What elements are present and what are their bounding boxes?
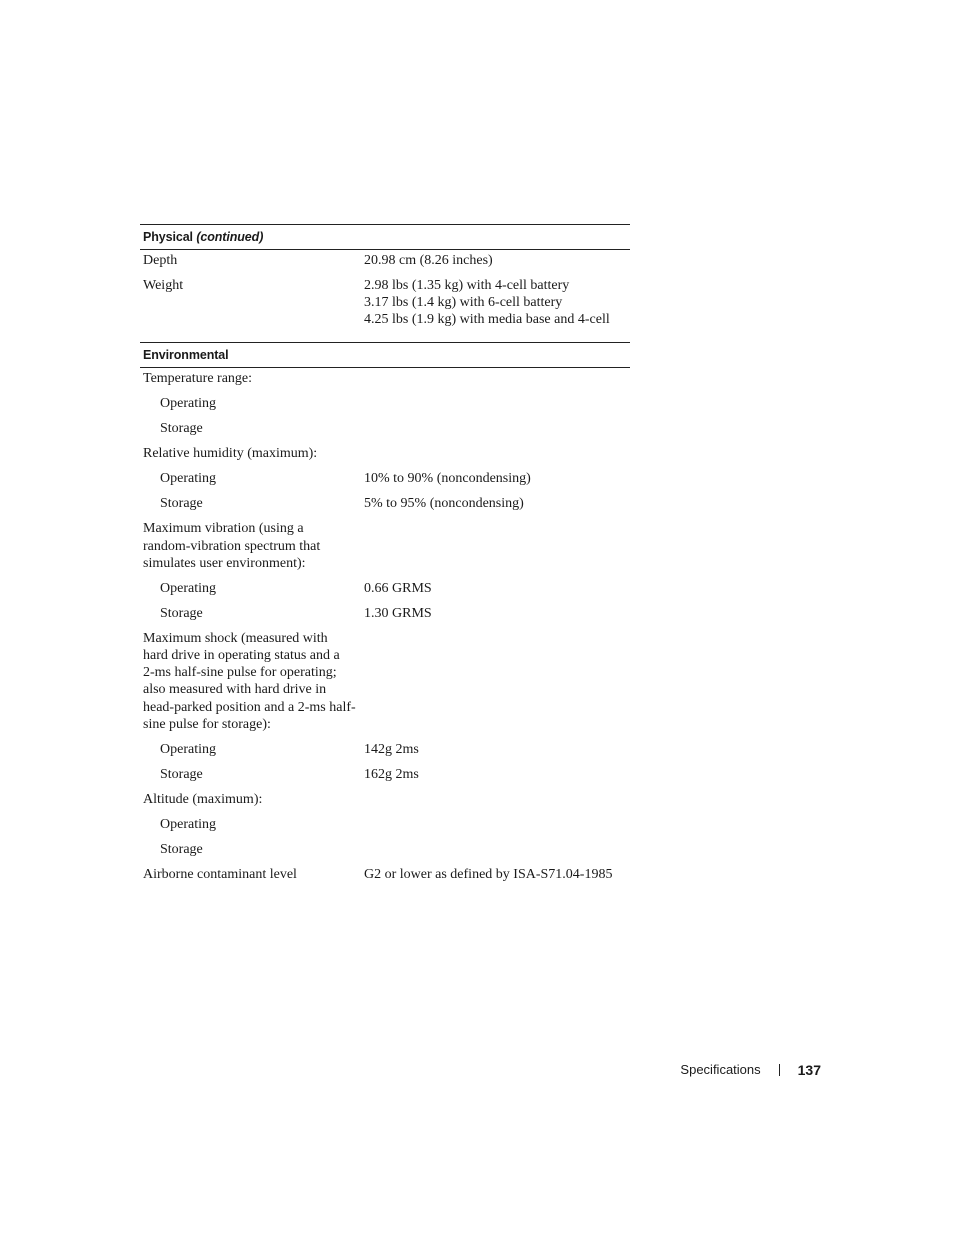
- spec-value-line: 5% to 95% (noncondensing): [364, 496, 524, 512]
- spec-row: [140, 580, 630, 597]
- spec-label-line: head-parked position and a 2-ms half-: [143, 699, 356, 715]
- spec-table: [140, 224, 630, 891]
- spec-label: [140, 630, 364, 733]
- spec-row: [140, 395, 630, 412]
- spec-value-line: G2 or lower as defined by ISA-S71.04-1985: [364, 866, 613, 882]
- spec-value: [364, 580, 630, 597]
- spec-row: [140, 252, 630, 269]
- spec-label-line: Maximum vibration (using a: [143, 521, 304, 537]
- spec-value: [364, 445, 630, 462]
- spec-value: [364, 495, 630, 512]
- spec-label: Storage: [160, 605, 203, 621]
- spec-value-line: 1.30 GRMS: [364, 605, 432, 621]
- environmental-header: [140, 342, 630, 368]
- spec-value: [364, 816, 630, 833]
- physical-title: Physical: [143, 230, 193, 244]
- spec-row: [140, 520, 630, 572]
- spec-value: [364, 766, 630, 783]
- spec-row: [140, 791, 630, 808]
- spec-label-line: simulates user environment):: [143, 555, 306, 571]
- spec-value-line: 162g 2ms: [364, 766, 419, 782]
- spec-label-line: hard drive in operating status and a: [143, 648, 340, 664]
- spec-label: Storage: [160, 496, 203, 512]
- spec-label-line: 2-ms half-sine pulse for operating;: [143, 665, 337, 681]
- spec-label-line: random-vibration spectrum that: [143, 538, 321, 554]
- spec-label: Altitude (maximum):: [143, 791, 263, 807]
- spec-value-line: 142g 2ms: [364, 741, 419, 757]
- spec-value: [364, 520, 630, 572]
- physical-rows: [140, 250, 630, 342]
- spec-value-line: 10% to 90% (noncondensing): [364, 471, 531, 487]
- spec-value: [364, 277, 630, 329]
- spec-label: Airborne contaminant level: [143, 866, 297, 882]
- spec-value: [364, 370, 630, 387]
- spec-label: Storage: [160, 841, 203, 857]
- spec-label: Temperature range:: [143, 371, 253, 387]
- physical-header: [140, 224, 630, 250]
- spec-row: [140, 630, 630, 733]
- spec-value: [364, 605, 630, 622]
- spec-row: [140, 277, 630, 329]
- spec-label: Operating: [160, 816, 216, 832]
- continued-label: (continued): [196, 230, 264, 244]
- environmental-rows: [140, 368, 630, 883]
- spec-value: [364, 252, 630, 269]
- spec-row: [140, 841, 630, 858]
- spec-row: [140, 495, 630, 512]
- spec-label: Operating: [160, 580, 216, 596]
- spec-row: [140, 766, 630, 783]
- page-footer: [680, 1061, 821, 1079]
- spec-value: [364, 630, 630, 733]
- spec-value-line: 4.25 lbs (1.9 kg) with media base and 4-cell: [364, 312, 610, 328]
- spec-label: [140, 520, 364, 572]
- spec-value: [364, 866, 630, 883]
- spec-label-line: Maximum shock (measured with: [143, 630, 328, 646]
- spec-value-line: 20.98 cm (8.26 inches): [364, 253, 493, 268]
- spec-row: [140, 370, 630, 387]
- spec-value-line: 0.66 GRMS: [364, 580, 432, 596]
- spec-label: Relative humidity (maximum):: [143, 446, 318, 462]
- footer-section: Specifications: [680, 1062, 761, 1077]
- spec-row: [140, 445, 630, 462]
- spec-row: [140, 816, 630, 833]
- spec-row: [140, 741, 630, 758]
- spec-value-line: 3.17 lbs (1.4 kg) with 6-cell battery: [364, 295, 563, 311]
- spec-label: Operating: [160, 741, 216, 757]
- spec-label-line: sine pulse for storage):: [143, 716, 271, 732]
- spec-row: [140, 605, 630, 622]
- spec-label: Depth: [143, 253, 178, 268]
- page-number: 137: [797, 1062, 821, 1078]
- spec-label-line: also measured with hard drive in: [143, 682, 327, 698]
- spec-row: [140, 470, 630, 487]
- spec-value: [364, 395, 630, 412]
- spec-label: Weight: [143, 278, 184, 293]
- spec-label: Storage: [160, 766, 203, 782]
- spec-label: Operating: [160, 396, 216, 412]
- spec-row: [140, 866, 630, 883]
- footer-separator: [779, 1064, 780, 1076]
- spec-label: Storage: [160, 421, 203, 437]
- spec-label: Operating: [160, 471, 216, 487]
- spec-value: [364, 420, 630, 437]
- environmental-title: Environmental: [143, 348, 229, 363]
- spec-value-line: 2.98 lbs (1.35 kg) with 4-cell battery: [364, 278, 570, 293]
- spec-value: [364, 841, 630, 858]
- spec-value: [364, 470, 630, 487]
- spec-value: [364, 741, 630, 758]
- spec-row: [140, 420, 630, 437]
- spec-value: [364, 791, 630, 808]
